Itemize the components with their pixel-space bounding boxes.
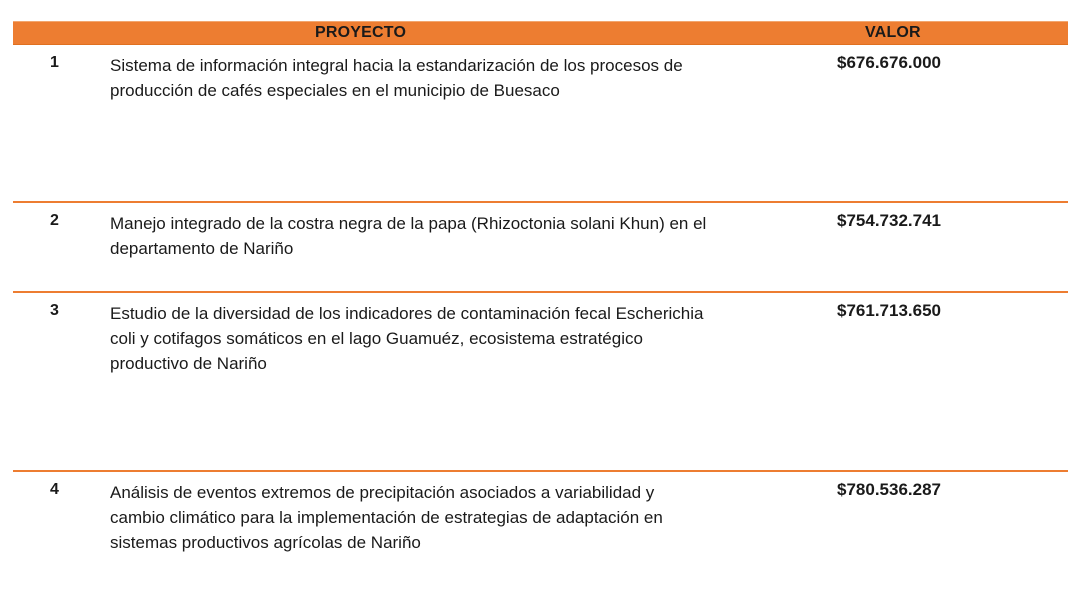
row-value: $676.676.000 <box>837 53 941 72</box>
row-value: $780.536.287 <box>837 480 941 499</box>
table-row <box>13 45 1068 203</box>
row-description: Sistema de información integral hacia la estandarización de los procesos de producción de cafés especiales en el municipio de Buesaco <box>110 56 683 100</box>
table-row <box>13 293 1068 472</box>
row-number: 1 <box>50 54 59 71</box>
projects-table <box>13 21 1068 592</box>
table-header <box>13 21 1068 45</box>
row-description: Estudio de la diversidad de los indicadores de contaminación fecal Escherichia coli y cotifagos somáticos en el lago Guamuéz, ecosistema estratégico productivo de Nariño <box>110 304 704 373</box>
row-description: Análisis de eventos extremos de precipitación asociados a variabilidad y cambio climático para la implementación de estrategias de adaptación en sistemas productivos agrícolas de Nariño <box>110 483 663 552</box>
row-value: $761.713.650 <box>837 301 941 320</box>
table-row <box>13 203 1068 293</box>
row-number: 4 <box>50 481 59 498</box>
header-valor: VALOR <box>865 24 921 41</box>
table-row <box>13 472 1068 592</box>
row-number: 3 <box>50 302 59 319</box>
header-proyecto: PROYECTO <box>315 24 407 41</box>
row-description: Manejo integrado de la costra negra de la papa (Rhizoctonia solani Khun) en el departamento de Nariño <box>110 214 707 258</box>
row-value: $754.732.741 <box>837 211 941 230</box>
row-number: 2 <box>50 212 59 229</box>
